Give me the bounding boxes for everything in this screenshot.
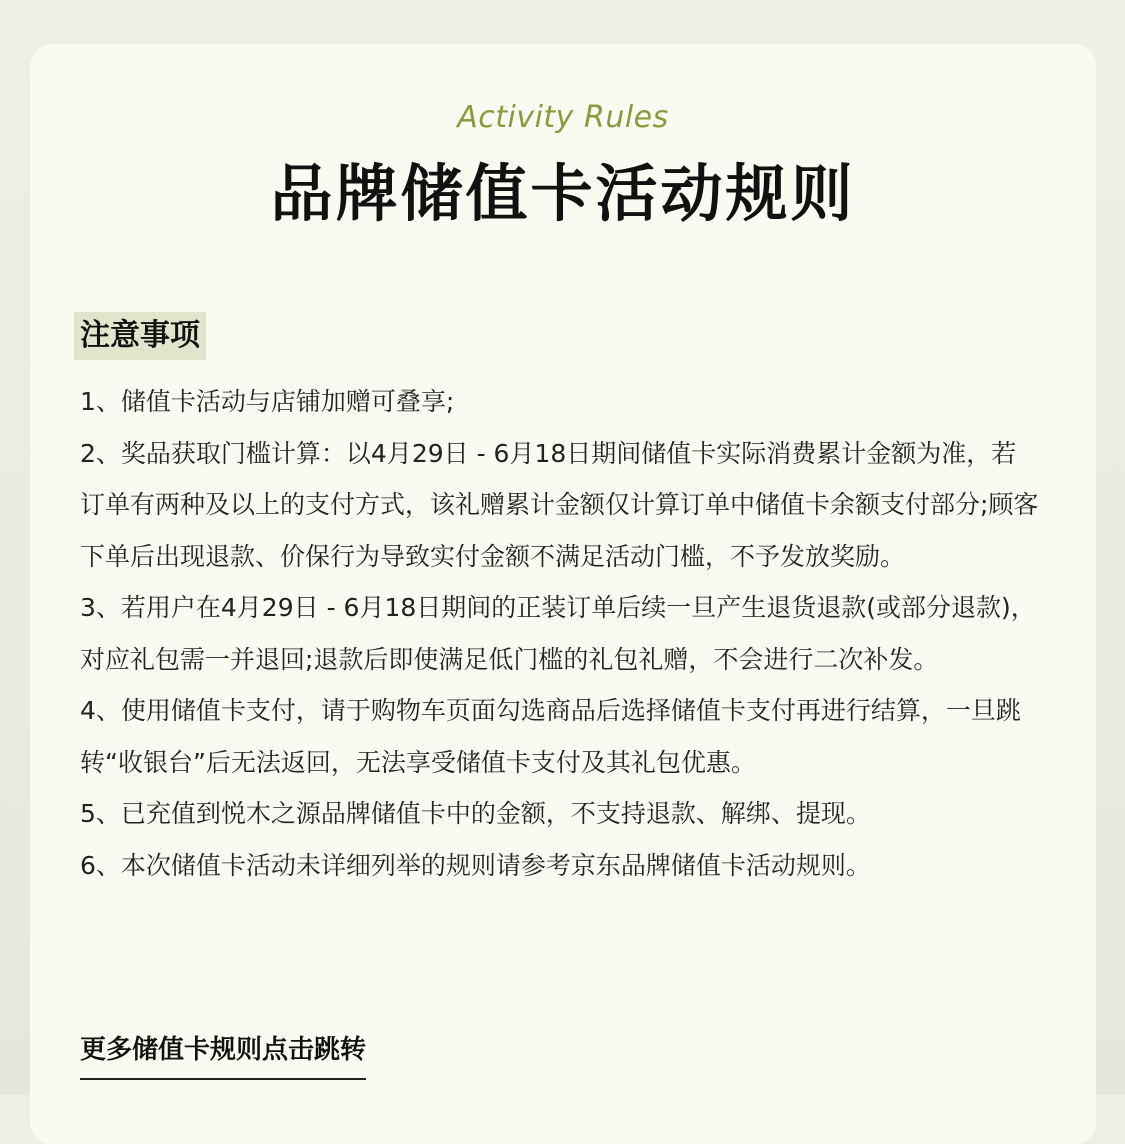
rule-item-1: 1、储值卡活动与店铺加赠可叠享; bbox=[80, 387, 455, 416]
notice-heading: 注意事项 bbox=[74, 312, 206, 360]
rules-list bbox=[80, 376, 1040, 891]
rule-item-3: 3、若用户在4月29日 - 6月18日期间的正装订单后续一旦产生退货退款(或部分退款)，对应礼包需一并退回;退款后即使满足低门槛的礼包礼赠，不会进行二次补发。 bbox=[80, 593, 1036, 674]
rule-item-2: 2、奖品获取门槛计算：以4月29日 - 6月18日期间储值卡实际消费累计金额为准，若订单有两种及以上的支付方式，该礼赠累计金额仅计算订单中储值卡余额支付部分;顾客下单后出现退款、价保行为导致实付金额不满足活动门槛，不予发放奖励。 bbox=[80, 438, 1039, 571]
more-rules-link[interactable]: 更多储值卡规则点击跳转 bbox=[80, 1029, 366, 1080]
rule-item-6: 6、本次储值卡活动未详细列举的规则请参考京东品牌储值卡活动规则。 bbox=[80, 850, 871, 880]
subtitle-english: Activity Rules bbox=[457, 100, 669, 135]
rules-card bbox=[30, 44, 1096, 1144]
page-title: 品牌储值卡活动规则 bbox=[270, 157, 856, 230]
rule-item-4: 4、使用储值卡支付，请于购物车页面勾选商品后选择储值卡支付再进行结算，一旦跳转“收银台”后无法返回，无法享受储值卡支付及其礼包优惠。 bbox=[80, 696, 1021, 777]
rule-item-5: 5、已充值到悦木之源品牌储值卡中的金额，不支持退款、解绑、提现。 bbox=[80, 799, 871, 828]
